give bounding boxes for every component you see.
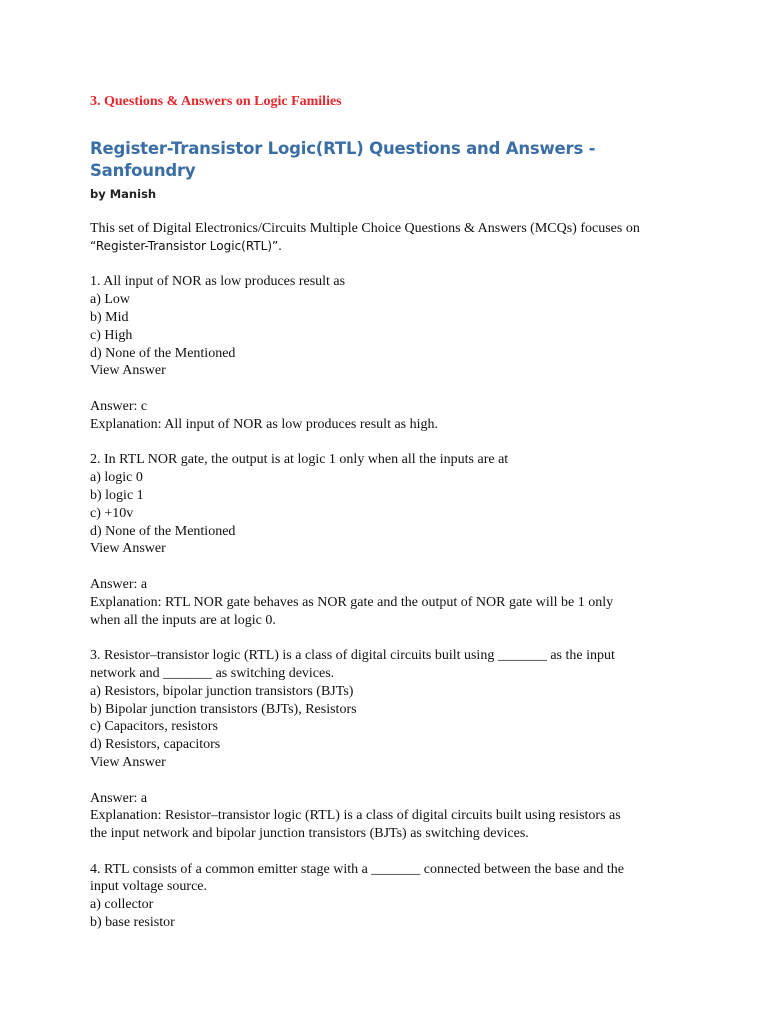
question-line-2: network and _______ as switching devices. xyxy=(90,665,335,681)
answer-block-2 xyxy=(90,576,690,629)
article-title: Register-Transistor Logic(RTL) Questions and Answers - Sanfoundry xyxy=(90,139,596,180)
intro-text: This set of Digital Electronics/Circuits Multiple Choice Questions & Answers (MCQs) focuses on xyxy=(90,221,640,236)
explanation-line-2: the input network and bipolar junction transistors (BJTs) as switching devices. xyxy=(90,826,529,842)
answer-text: Answer: a xyxy=(90,576,148,592)
view-answer-link[interactable]: View Answer xyxy=(90,363,166,379)
view-answer-link[interactable]: View Answer xyxy=(90,754,166,770)
option-a: a) collector xyxy=(90,897,154,913)
option-d: d) Resistors, capacitors xyxy=(90,737,221,753)
explanation-line-1: Explanation: RTL NOR gate behaves as NOR gate and the output of NOR gate will be 1 only xyxy=(90,594,614,610)
option-a: a) Resistors, bipolar junction transistors (BJTs) xyxy=(90,683,354,699)
explanation-line-1: Explanation: Resistor–transistor logic (RTL) is a class of digital circuits built using resistors as xyxy=(90,808,621,824)
option-b: b) base resistor xyxy=(90,915,175,931)
question-line-1: 4. RTL consists of a common emitter stage with a _______ connected between the base and the xyxy=(90,861,624,877)
question-block-3 xyxy=(90,647,690,772)
question-text: 2. In RTL NOR gate, the output is at logic 1 only when all the inputs are at xyxy=(90,452,509,468)
intro-end: . xyxy=(278,238,282,254)
intro-topic: “Register-Transistor Logic(RTL)” xyxy=(90,238,279,253)
option-a: a) Low xyxy=(90,292,131,308)
option-c: c) High xyxy=(90,327,133,343)
option-b: b) logic 1 xyxy=(90,487,144,503)
option-b: b) Bipolar junction transistors (BJTs), Resistors xyxy=(90,701,357,717)
option-b: b) Mid xyxy=(90,309,129,325)
question-block-1 xyxy=(90,273,690,380)
question-block-2 xyxy=(90,451,690,558)
view-answer-link[interactable]: View Answer xyxy=(90,541,166,557)
answer-block-1 xyxy=(90,398,690,434)
explanation-text: Explanation: All input of NOR as low produces result as high. xyxy=(90,416,439,432)
answer-text: Answer: a xyxy=(90,790,148,806)
intro-paragraph xyxy=(90,220,690,256)
explanation-line-2: when all the inputs are at logic 0. xyxy=(90,612,276,628)
answer-block-3 xyxy=(90,790,690,843)
question-line-2: input voltage source. xyxy=(90,879,208,895)
option-c: c) +10v xyxy=(90,505,134,521)
author-byline: by Manish xyxy=(90,187,157,201)
option-d: d) None of the Mentioned xyxy=(90,523,236,539)
question-line-1: 3. Resistor–transistor logic (RTL) is a class of digital circuits built using _______ as the input xyxy=(90,648,615,664)
section-heading: 3. Questions & Answers on Logic Families xyxy=(90,94,342,109)
document-content xyxy=(90,92,690,932)
option-a: a) logic 0 xyxy=(90,470,143,486)
answer-text: Answer: c xyxy=(90,398,148,414)
question-text: 1. All input of NOR as low produces result as xyxy=(90,274,346,290)
question-block-4 xyxy=(90,861,690,932)
option-c: c) Capacitors, resistors xyxy=(90,719,218,735)
option-d: d) None of the Mentioned xyxy=(90,345,236,361)
